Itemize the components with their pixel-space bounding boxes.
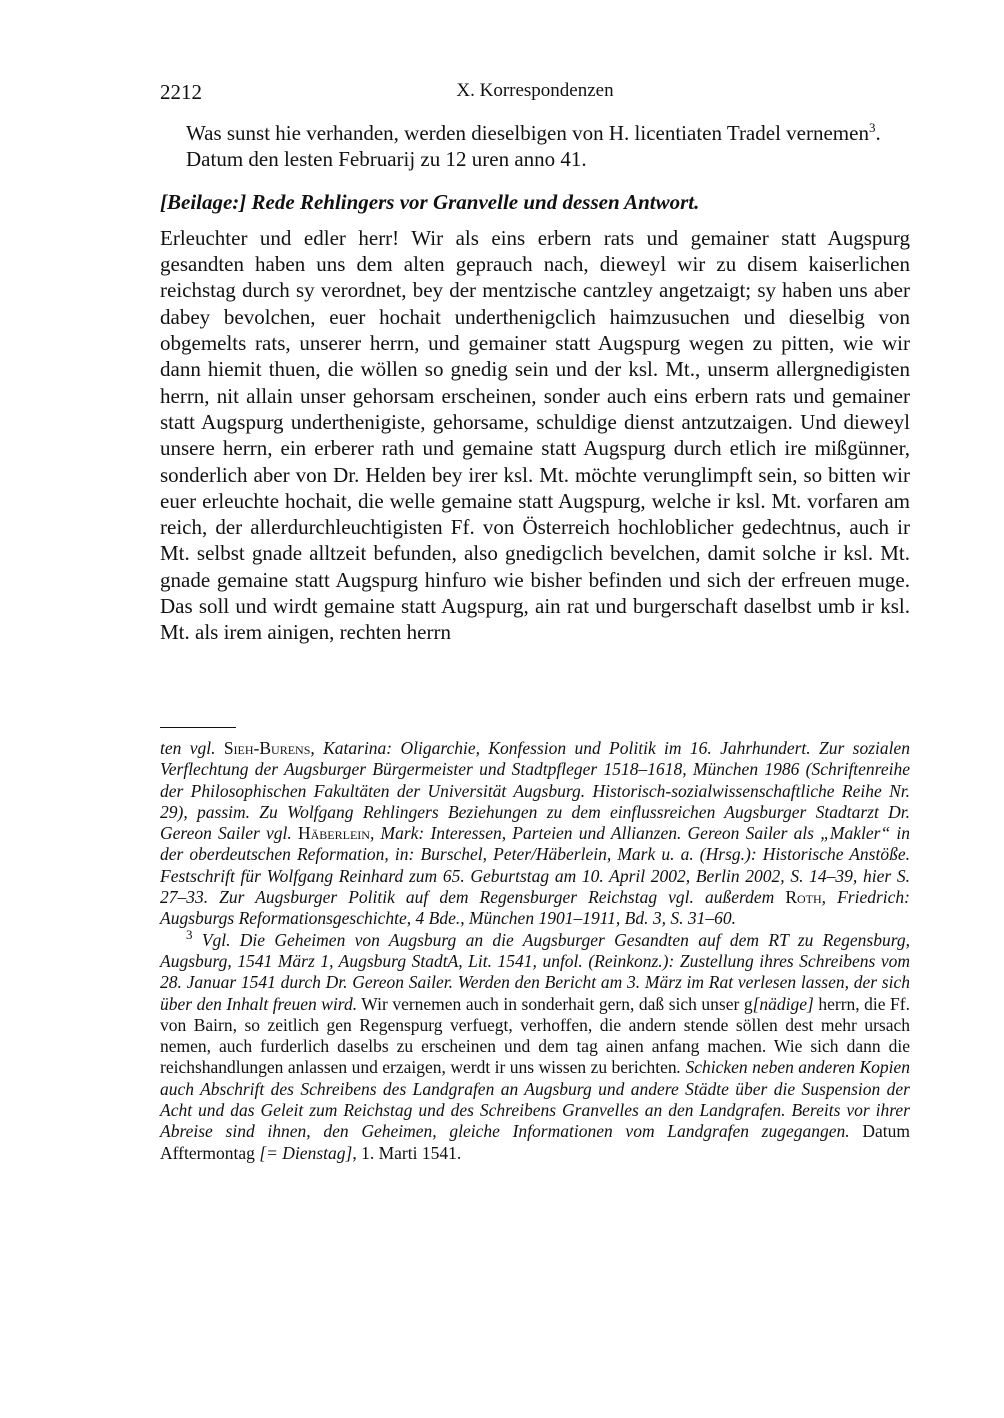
footnote-rule (160, 727, 236, 728)
page-header (160, 80, 910, 106)
paragraph-1: Was sunst hie verhanden, werden dieselbigen von H. licentiaten Tradel vernemen$^3$. (186, 120, 881, 145)
footnote-ref-3: 3 (868, 120, 876, 135)
footnote-2-continuation: ten vgl. Sieh-Burens, Katarina: Oligarchie, Konfession und Politik im 16. Jahrhundert. Zur sozialen Verflechtung der Augsburger Bürgermeister und Stadtpfleger 1518–1618, München 1986 (Schriftenreihe der Philosophischen Fakultäten der Universität Augsburg. Historisch-sozialwissenschaftliche Reihe Nr. 29), passim. Zu Wolfgang Rehlingers Beziehungen zu dem einflussreichen Augsburger Stadtarzt Dr. Gereon Sailer vgl. Häberlein, Mark: Interessen, Parteien und Allianzen. Gereon Sailer als „Makler“ in der oberdeutschen Reformation, in: Burschel, Peter/Häberlein, Mark u. a. (Hrsg.): Historische Anstöße. Festschrift für Wolfgang Reinhard zum 65. Geburtstag am 10. April 2002, Berlin 2002, S. 14–39, hier S. 27–33. Zur Augsburger Politik auf dem Regensburger Reichstag vgl. außerdem Roth, Friedrich: Augsburgs Reformationsgeschichte, 4 Bde., München 1901–1911, Bd. 3, S. 31–60. (160, 738, 910, 929)
footnotes (160, 738, 910, 1164)
page-number: 2212 (160, 80, 202, 104)
paragraph-2: Datum den lesten Februarij zu 12 uren anno 41. (186, 147, 587, 172)
section-heading: [Beilage:] Rede Rehlingers vor Granvelle und dessen Antwort. (160, 189, 700, 214)
footnote-3: $^3$ Vgl. Die Geheimen von Augsburg an die Augsburger Gesandten auf dem RT zu Regensburg, Augsburg, 1541 März 1, Augsburg StadtA, Lit. 1541, unfol. (Reinkonz.): Zustellung ihres Schreibens vom 28. Januar 1541 durch Dr. Gereon Sailer. Werden den Bericht am 3. März im Rat verlesen lassen, der sich über den Inhalt freuen wird. Wir vernemen auch in sonderhait gern, daß sich unser g[nädige] herrn, die Ff. von Bairn, so zeitlich gen Regenspurg verfuegt, verhoffen, die andern stende söllen dest mehr ursach nemen, auch furderlich daselbs zu erscheinen und dem tag ainen anfang machen. Wie sich dann die reichshandlungen anlassen und erzaigen, werdt ir uns wissen zu berichten. Schicken neben anderen Kopien auch Abschrift des Schreibens des Landgrafen an Augsburg und andere Städte über die Suspension der Acht und das Geleit zum Reichstag und des Schreibens Granvelles an den Landgrafen. Bereits vor ihrer Abreise sind ihnen, den Geheimen, gleiche Informationen vom Landgrafen zugegangen. Datum Afftermontag [= Dienstag], 1. Marti 1541. (160, 926, 910, 1163)
footnote-number-3: 3 (186, 926, 193, 942)
running-title: X. Korrespondenzen (456, 80, 614, 101)
main-text (160, 120, 910, 646)
paragraph-3: Erleuchter und edler herr! Wir als eins erbern rats und gemainer statt Augspurg gesandten haben uns dem alten geprauch nach, dieweyl wir zu disem kaiserlichen reichstag durch sy verordnet, bey der mentzische cantzley angetzaigt; sy haben uns aber dabey bevolchen, euer hochait underthenigclich haimzusuchen und dieselbig von obgemelts rats, unserer herrn, und gemainer statt Augspurg wegen zu pitten, wie wir dann hiemit thuen, die wöllen so gnedig sein und der ksl. Mt., unserm allergnedigisten herrn, nit allain unser gehorsam erscheinen, sonder auch eins erbern rats und gemainer statt Augspurg underthenigiste, gehorsame, schuldige dienst antzutzaigen. Und dieweyl unsere herrn, ein erberer rath und gemaine statt Augspurg durch etlich ire mißgünner, sonderlich aber von Dr. Helden bey irer ksl. Mt. möchte verunglimpft sein, so bitten wir euer erleuchte hochait, die welle gemaine statt Augspurg, welche ir ksl. Mt. vorfaren am reich, der allerdurchleuchtigisten Ff. von Österreich hochloblicher gedechtnus, auch ir Mt. selbst gnade alltzeit befunden, also gnedigclich bevelchen, damit solche ir ksl. Mt. gnade gemaine statt Augspurg hinfuro wie bisher befinden und sich der erfreuen muge. Das soll und wirdt gemaine statt Augspurg, ain rat und burgerschaft daselbst umb ir ksl. Mt. als irem ainigen, rechten herrn (160, 225, 910, 645)
